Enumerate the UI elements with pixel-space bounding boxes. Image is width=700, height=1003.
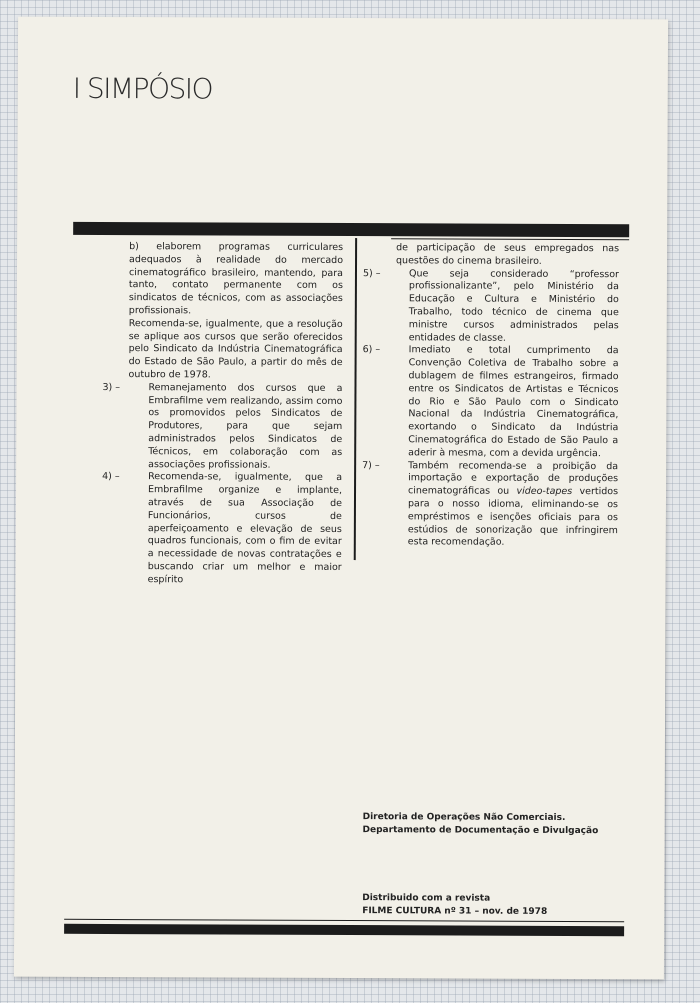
department-line: Diretoria de Operações Não Comerciais.	[362, 812, 566, 823]
distribution-credit	[362, 892, 547, 918]
list-item-7	[362, 460, 618, 551]
list-item-5	[363, 268, 619, 346]
item-text: Recomenda-se, igualmente, que a Embrafilme organize e implante, através de sua Associação de Funcionários, cursos de aperfeiçoamento e elevação de seus quadros funcionais, com o fim de evitar a necessidade de novas contratações e buscando criar um melhor e maior espírito	[147, 471, 343, 586]
item-number: 5) –	[362, 267, 381, 279]
list-item-4	[102, 471, 343, 587]
left-column	[102, 241, 344, 588]
bottom-thin-rule	[64, 919, 624, 922]
item-text: Remanejamento dos cursos que a Embrafilme vem realizando, assim como os promovidos pelos Sindicatos de Produtores, para que sejam administrados pelos Sindicatos de Técnicos, em colaboração com as associações profissionais.	[148, 381, 343, 471]
item-text: Imediato e total cumprimento da Convenção Coletiva de Trabalho sobre a dublagem de filmes estrangeiros, firmado entre os Sindicatos de Artistas e Técnicos do Rio e São Paulo com o Sindicato Nacional da Indústria Cinematográfica, exortando o Sindicato da Indústria Cinematográfica do Estado de São Paulo a aderir à mesma, com a devida urgência.	[408, 344, 619, 459]
item-text-part: vertidos para o nosso idioma, eliminando-se os empréstimos e isenções oficiais para os estúdios de sonorização que infringirem esta recomendação.	[407, 486, 619, 549]
continuation-text: de participação de seus empregados nas questões do cinema brasileiro.	[396, 242, 620, 267]
top-divider-bar	[73, 222, 629, 237]
column-divider	[354, 238, 357, 560]
bottom-divider-bar	[64, 924, 624, 936]
item-text	[408, 460, 618, 550]
page-title: I SIMPÓSIO	[72, 71, 213, 106]
recommendation-paragraph: Recomenda-se, igualmente, que a resolução se aplique aos cursos que serão oferecidos pelo Sindicato da Indústria Cinematográfica do Estado de São Paulo, a partir do mês de outubro de 1978.	[128, 317, 343, 381]
top-thin-rule	[391, 238, 629, 240]
list-item-6	[362, 344, 619, 460]
item-number: 6) –	[362, 344, 381, 356]
right-column	[362, 242, 619, 550]
distribution-line: FILME CULTURA nº 31 – nov. de 1978	[362, 905, 548, 917]
document-page	[14, 17, 668, 980]
item-number: 3) –	[102, 381, 121, 393]
department-credit	[363, 811, 599, 837]
item-b-text: b) elaborem programas curriculares adequados à realidade do mercado cinematográfico brasileiro, mantendo, para tanto, contato permanente com os sindicatos de técnicos, com as associações profissionais.	[128, 241, 344, 317]
item-text-italic: video-tapes	[516, 485, 573, 498]
item-number: 7) –	[362, 459, 380, 471]
item-text: Que seja considerado “professor profissionalizante”, pelo Ministério da Educação e Cultura e Ministério do Trabalho, todo técnico de cinema que ministre cursos administrados pelas entidades de classe.	[408, 267, 620, 344]
item-number: 4) –	[102, 471, 120, 483]
list-item-3	[102, 382, 342, 473]
item-text-part: Também recomenda-se a proibição da importação e exportação de produções cinematográficas ou	[408, 459, 619, 497]
department-line: Departamento de Documentação e Divulgação	[362, 824, 599, 836]
distribution-line: Distribuido com a revista	[362, 893, 491, 904]
